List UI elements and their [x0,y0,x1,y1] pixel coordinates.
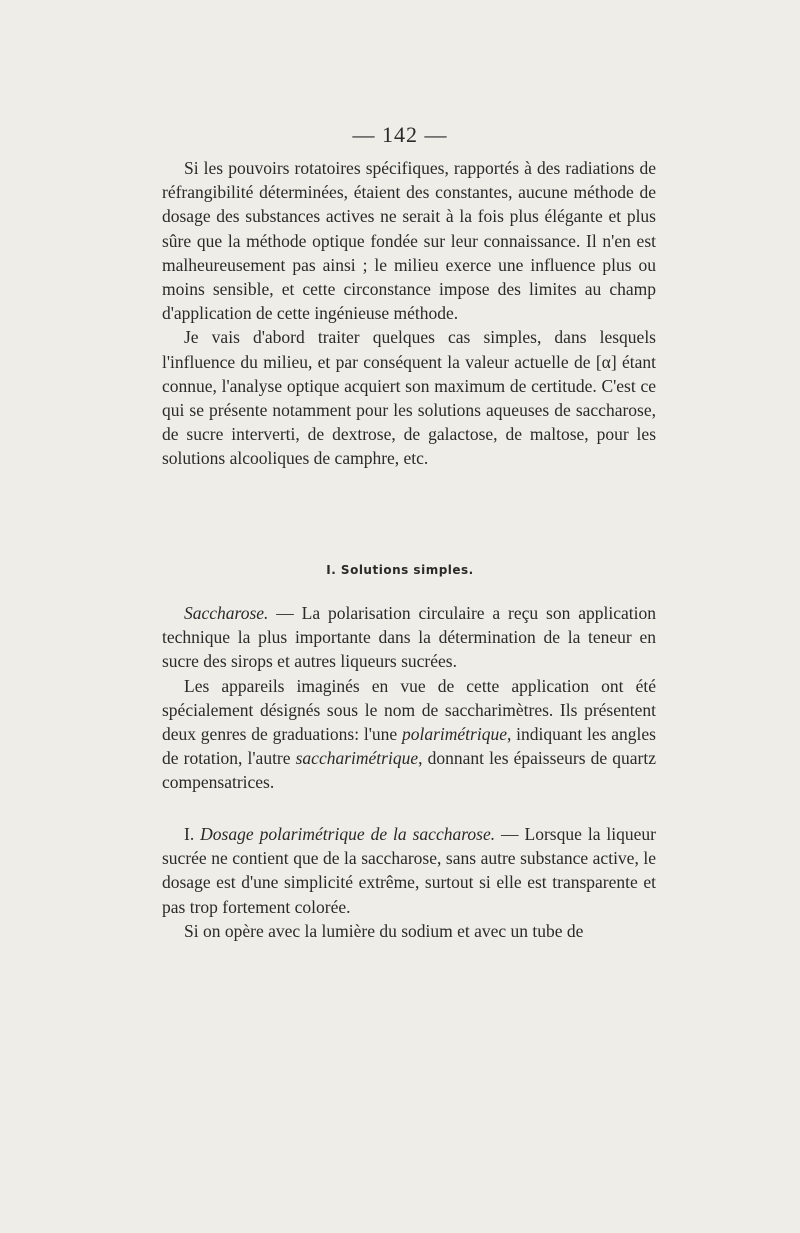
page-number: — 142 — [352,122,448,147]
saccharose-text-block [162,601,656,795]
paragraph-dosage [162,822,656,919]
saccharose-heading: Saccharose. [184,603,269,623]
dosage-text: — Lorsque la liqueur sucrée ne contient que de la saccharose, sans autre substance active, le dosage est d'une simplicité extrême, surtout si elle est transparente et pas trop fortement colorée. [162,824,657,917]
appareils-text-3: , donnant les épaisseurs de quartz compensatrices. [162,748,656,793]
dosage-heading: Dosage polarimétrique de la saccharose. [200,824,496,844]
paragraph-last-line: Si on opère avec la lumière du sodium et avec un tube de [184,920,584,941]
intro-text-block [162,156,656,471]
section-title: I. Solutions simples. [326,563,474,577]
paragraph-rotatory-powers: Si les pouvoirs rotatoires spécifiques, rapportés à des radiations de réfrangibilité déterminées, étaient des constantes, aucune méthode de dosage des substances actives ne serait à la fois plus élégante et plus sûre que la méthode optique fondée sur leur connaissance. Il n'en est malheureusement pas ainsi ; le milieu exerce une influence plus ou moins sensible, et cette circonstance impose des limites au champ d'application de cette ingénieuse méthode. [162,158,656,324]
dosage-text-block [162,822,656,943]
appareils-text-2: , indiquant les angles de rotation, l'autre [162,724,656,769]
dosage-number: I. [184,824,201,844]
paragraph-simple-cases: Je vais d'abord traiter quelques cas simples, dans lesquels l'influence du milieu, et par conséquent la valeur actuelle de [α] étant connue, l'analyse optique acquiert son maximum de certitude. C'est ce qui se présente notamment pour les solutions aqueuses de saccharose, de sucre interverti, de dextrose, de galactose, de maltose, pour les solutions alcooliques de camphre, etc. [162,327,656,469]
term-polarimetrique: polarimétrique [401,724,507,745]
paragraph-appareils [162,674,656,795]
paragraph-saccharose [162,601,656,674]
term-saccharimetrique: saccharimétrique [295,748,419,769]
appareils-text-1: Les appareils imaginés en vue de cette application ont été spécialement désignés sous le nom de saccharimètres. Ils présentent deux genres de graduations: l'une [162,675,656,745]
saccharose-text: — La polarisation circulaire a reçu son application technique la plus importante dans la détermination de la teneur en sucre des sirops et autres liqueurs sucrées. [162,603,656,672]
